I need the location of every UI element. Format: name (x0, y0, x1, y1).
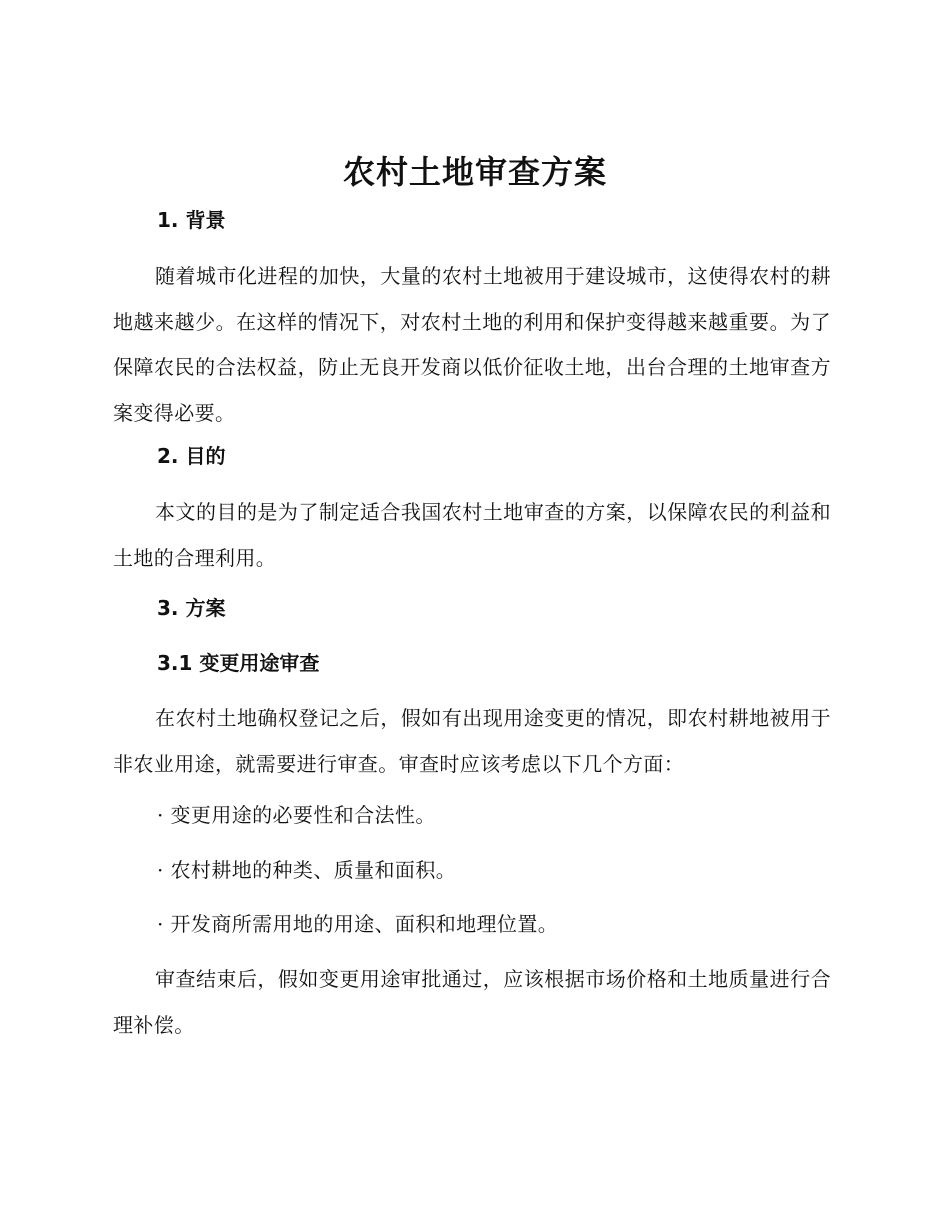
section-heading-plan: 3. 方案 (157, 596, 226, 620)
document-title: 农村土地审查方案 (342, 153, 607, 191)
subsection-heading-use-change: 3.1 变更用途审查 (157, 651, 320, 675)
section-heading-purpose: 2. 目的 (157, 444, 226, 468)
section-heading-background: 1. 背景 (157, 208, 226, 232)
list-item: · 开发商所需用地的用途、面积和地理位置。 (157, 912, 559, 936)
use-change-conclusion-paragraph: 审查结束后，假如变更用途审批通过，应该根据市场价格和土地质量进行合理补偿。 (113, 967, 831, 1037)
purpose-paragraph: 本文的目的是为了制定适合我国农村土地审查的方案，以保障农民的利益和土地的合理利用。 (113, 500, 831, 570)
list-item: · 变更用途的必要性和合法性。 (157, 803, 436, 827)
background-paragraph: 随着城市化进程的加快，大量的农村土地被用于建设城市，这使得农村的耕地越来越少。在这样的情况下，对农村土地的利用和保护变得越来越重要。为了保障农民的合法权益，防止无良开发商以低价征收土地，出台合理的土地审查方案变得必要。 (113, 264, 831, 425)
list-item: · 农村耕地的种类、质量和面积。 (157, 858, 457, 882)
use-change-intro-paragraph: 在农村土地确权登记之后，假如有出现用途变更的情况，即农村耕地被用于非农业用途，就需要进行审查。审查时应该考虑以下几个方面： (113, 706, 831, 776)
